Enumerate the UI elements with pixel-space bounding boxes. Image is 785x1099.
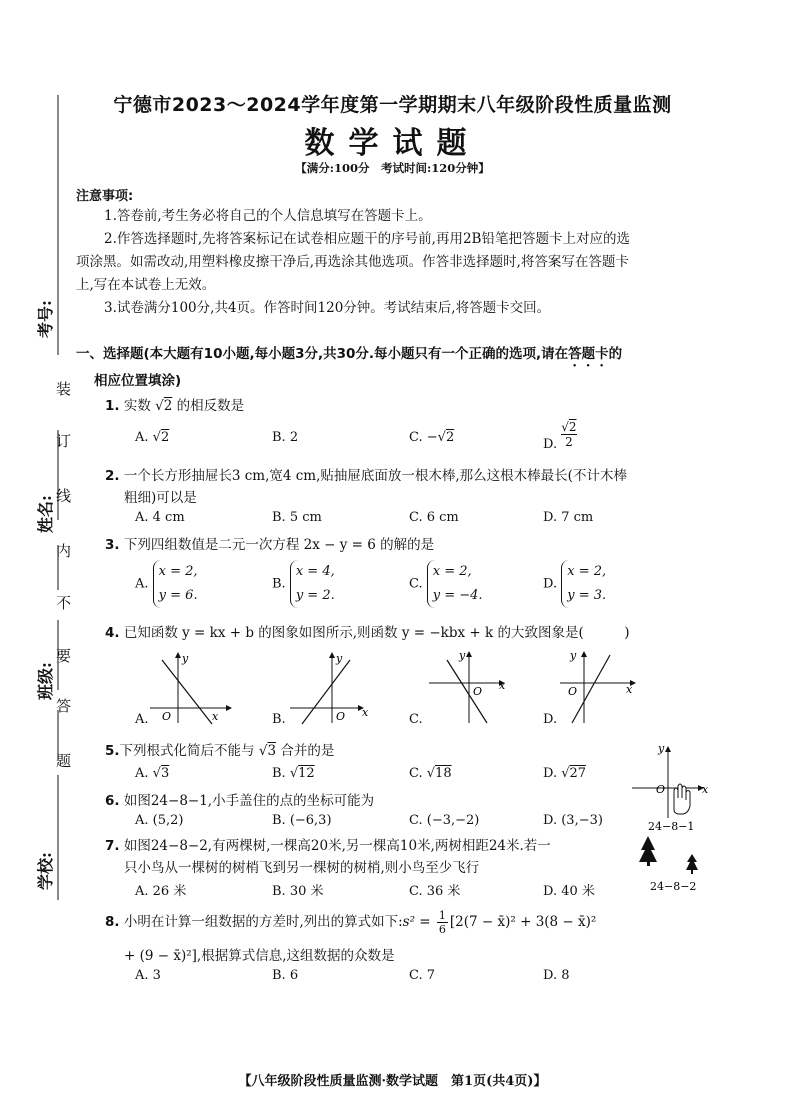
tree-icon [639, 836, 657, 866]
svg-text:x: x [626, 683, 633, 696]
binding-char: 线 [56, 487, 72, 505]
svg-text:24−8−2: 24−8−2 [650, 880, 697, 893]
binding-char: 要 [56, 647, 72, 665]
svg-text:x: x [212, 710, 219, 723]
binding-char: 不 [56, 594, 72, 612]
q2-option-b: B. 5 cm [272, 510, 322, 525]
question-6: 6. 如图24−8−1,小手盖住的点的坐标可能为 [105, 793, 375, 809]
svg-text:O: O [568, 685, 578, 698]
binding-char: 题 [56, 752, 72, 770]
question-8-cont: + (9 − x̄)²],根据算式信息,这组数据的众数是 [124, 948, 395, 964]
page-footer: 【八年级阶段性质量监测·数学试题 第1页(共4页)】 [238, 1074, 547, 1089]
q8-option-c: C. 7 [409, 968, 436, 983]
svg-text:x: x [702, 783, 709, 796]
svg-text:x: x [362, 706, 369, 719]
q2-option-c: C. 6 cm [409, 510, 459, 525]
question-5: 5.下列根式化简后不能与 √3 合并的是 [105, 743, 335, 759]
svg-text:O: O [656, 783, 666, 796]
label-exam-number: 考号: [36, 300, 55, 338]
note-1: 1.答卷前,考生务必将自己的个人信息填写在答题卡上。 [104, 208, 432, 224]
svg-text:24−8−1: 24−8−1 [648, 820, 695, 833]
q7-option-b: B. 30 米 [272, 884, 324, 899]
binding-char: 内 [56, 542, 72, 560]
svg-text:y: y [570, 649, 577, 662]
svg-text:y: y [182, 652, 189, 665]
q5-option-c: C. √18 [409, 766, 452, 781]
question-3: 3. 下列四组数值是二元一次方程 2x − y = 6 的解的是 [105, 537, 435, 553]
label-class: 班级: [36, 662, 55, 700]
q4-graph-a [150, 648, 240, 728]
note-2-cont: 项涂黑。如需改动,用塑料橡皮擦干净后,再选涂其他选项。作答非选择题时,将答案写在答题卡 [76, 254, 629, 270]
q3-option-c: C. x = 2, y = −4. [409, 560, 483, 608]
exam-subtitle: 数学试题 [304, 126, 481, 161]
q4-graph-d [560, 645, 650, 725]
notes-heading: 注意事项: [76, 189, 134, 204]
note-2: 2.作答选择题时,先将答案标记在试卷相应题干的序号前,再用2B铅笔把答题卡上对应的选 [104, 231, 630, 247]
question-7-cont: 只小鸟从一棵树的树梢飞到另一棵树的树梢,则小鸟至少飞行 [124, 860, 480, 876]
svg-text:O: O [336, 710, 346, 723]
question-2-cont: 粗细)可以是 [124, 490, 197, 506]
q3-option-d: D. x = 2, y = 3. [543, 560, 606, 608]
q1-option-c: C. −√2 [409, 430, 455, 445]
question-2: 2. 一个长方形抽屉长3 cm,宽4 cm,贴抽屉底面放一根木棒,那么这根木棒最长(不计木棒 [105, 468, 627, 484]
q4-option-b: B. [272, 712, 286, 727]
q4-option-c: C. [409, 712, 423, 727]
q6-option-a: A. (5,2) [135, 813, 184, 828]
label-school: 学校: [36, 852, 55, 890]
svg-text:y: y [459, 649, 466, 662]
figure-24-8-2 [636, 832, 716, 896]
svg-text:O: O [162, 710, 172, 723]
svg-text:y: y [658, 742, 665, 755]
q4-graph-b [290, 648, 380, 728]
question-4: 4. 已知函数 y = kx + b 的图象如图所示,则函数 y = −kbx + k 的大致图象是( ) [105, 625, 630, 641]
svg-text:O: O [473, 685, 483, 698]
q8-option-d: D. 8 [543, 968, 570, 983]
q7-option-d: D. 40 米 [543, 884, 595, 899]
q6-option-c: C. (−3,−2) [409, 813, 480, 828]
binding-char: 装 [56, 380, 72, 398]
binding-char: 订 [56, 432, 72, 450]
q3-option-a: A. x = 2, y = 6. [135, 560, 198, 608]
q1-option-b: B. 2 [272, 430, 299, 445]
q7-option-c: C. 36 米 [409, 884, 461, 899]
q5-option-d: D. √27 [543, 766, 587, 781]
q4-option-d: D. [543, 712, 558, 727]
q6-option-b: B. (−6,3) [272, 813, 332, 828]
q1-option-d: D. $\frac{√2}{2}$ [543, 420, 577, 452]
svg-text:x: x [499, 679, 506, 692]
label-name: 姓名: [36, 495, 55, 533]
note-2-cont: 上,写在本试卷上无效。 [76, 277, 216, 293]
q4-option-a: A. [135, 712, 149, 727]
q7-option-a: A. 26 米 [135, 884, 187, 899]
q5-option-b: B. √12 [272, 766, 315, 781]
q8-option-a: A. 3 [135, 968, 161, 983]
q1-option-a: A. √2 [135, 430, 170, 445]
note-3: 3.试卷满分100分,共4页。作答时间120分钟。考试结束后,将答题卡交回。 [104, 300, 551, 316]
exam-title: 宁德市2023～2024学年度第一学期期末八年级阶段性质量监测 [113, 94, 672, 116]
binding-char: 答 [56, 697, 72, 715]
section-heading: 一、选择题(本大题有10小题,每小题3分,共30分.每小题只有一个正确的选项,请在答题卡的 相应位置填涂) [76, 346, 623, 389]
q6-option-d: D. (3,−3) [543, 813, 603, 828]
q2-option-d: D. 7 cm [543, 510, 594, 525]
figure-24-8-1 [628, 738, 718, 834]
q8-option-b: B. 6 [272, 968, 299, 983]
tree-icon [686, 854, 698, 874]
question-7: 7. 如图24−8−2,有两棵树,一棵高20米,另一棵高10米,两树相距24米.若一 [105, 838, 551, 854]
q2-option-a: A. 4 cm [135, 510, 185, 525]
q5-option-a: A. √3 [135, 766, 170, 781]
score-line: 【满分:100分 考试时间:120分钟】 [295, 161, 490, 175]
question-1: 1. 实数 √2 的相反数是 [105, 398, 245, 414]
question-8: 8. 小明在计算一组数据的方差时,列出的算式如下:s² = $\frac{1}{6}$ [2(7 − x̄)² + 3(8 − x̄)² [105, 909, 597, 936]
svg-text:y: y [336, 652, 343, 665]
q4-graph-c [425, 645, 515, 725]
q3-option-b: B. x = 4, y = 2. [272, 560, 335, 608]
